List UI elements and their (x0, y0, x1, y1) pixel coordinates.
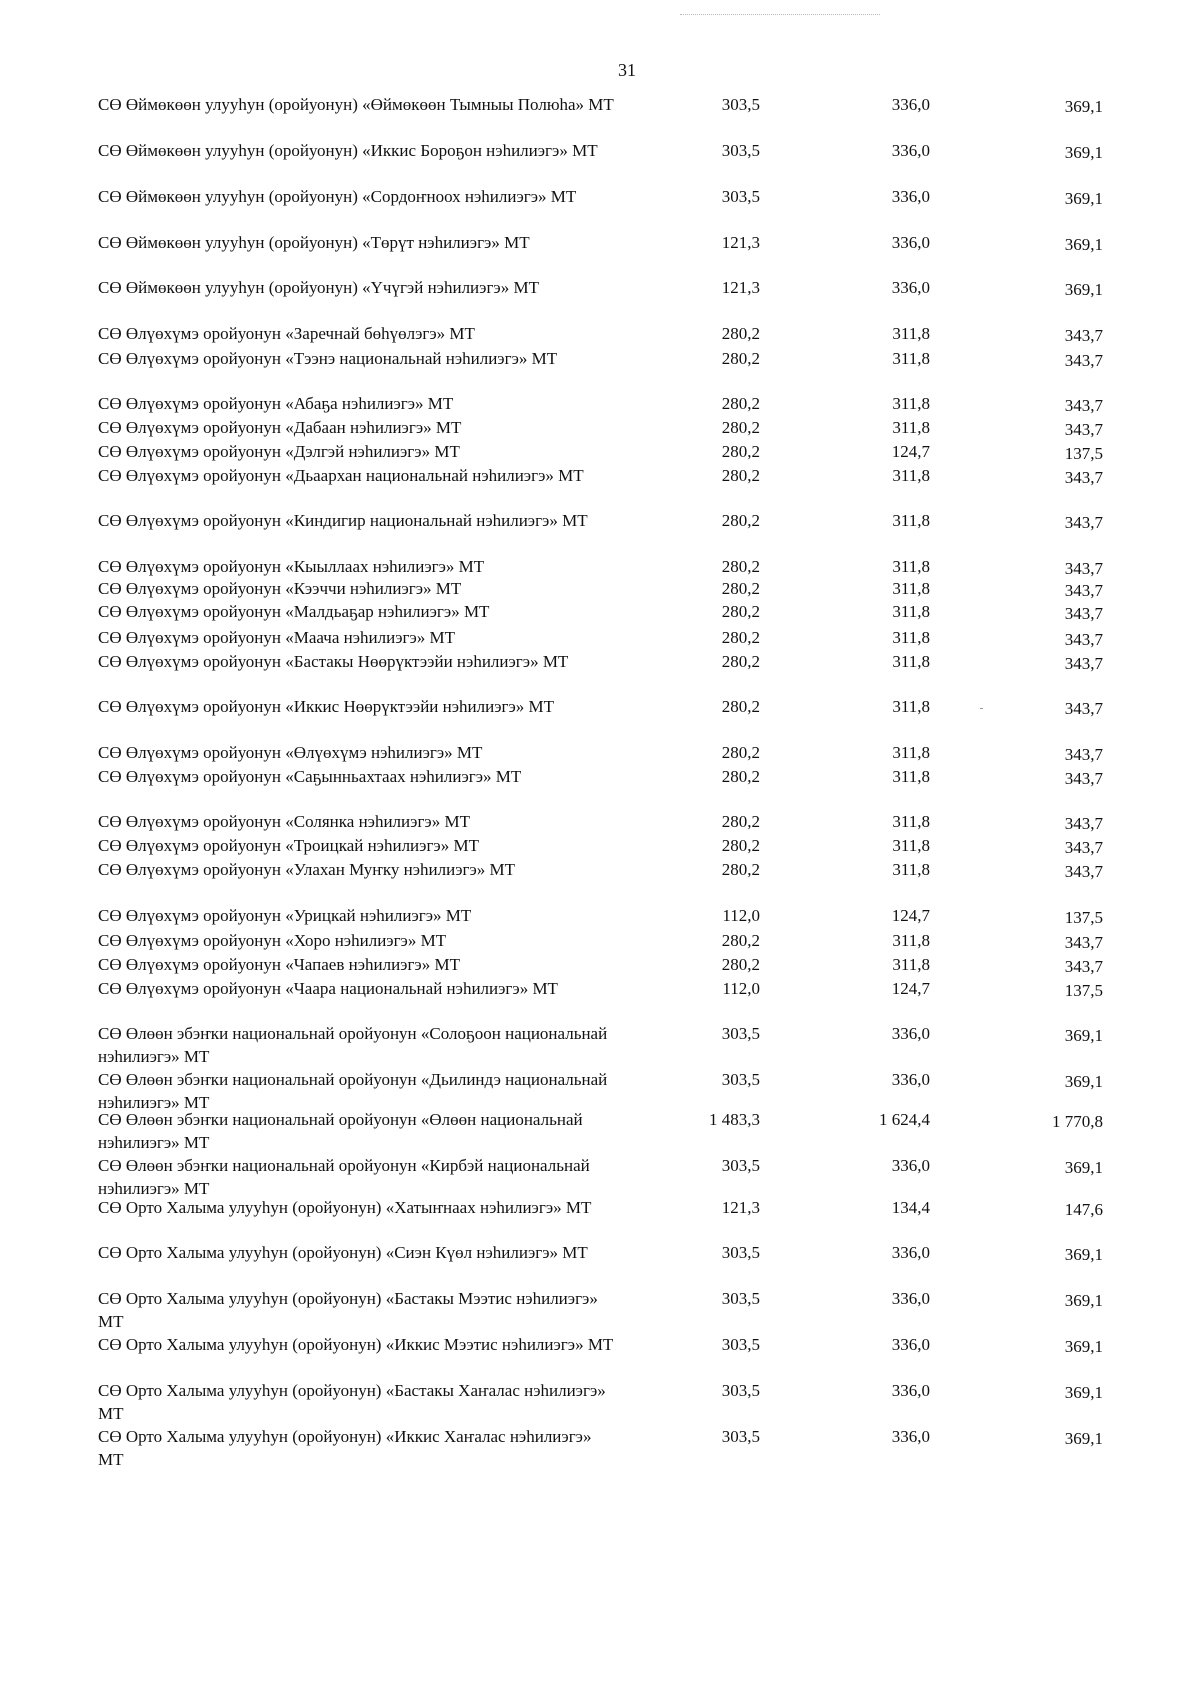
value-col-3: 369,1 (1064, 280, 1103, 299)
row-name: СӨ Өлөөн эбэҥки национальнай оройуонун «Кирбэй национальнай нэһилиэгэ» МТ (98, 1156, 590, 1198)
value-col-2: 311,8 (892, 931, 930, 950)
value-col-2: 336,0 (891, 95, 930, 114)
value-col-2: 311,8 (892, 602, 930, 621)
value-col-1: 280,2 (721, 349, 760, 368)
value-col-2: 311,8 (892, 652, 930, 671)
value-col-1: 303,5 (721, 141, 760, 160)
value-col-2: 311,8 (892, 579, 930, 598)
row-name: СӨ Өлүөхүмэ оройуонун «Улахан Муҥку нэһилиэгэ» МТ (98, 860, 516, 879)
value-col-1: 303,5 (721, 1427, 760, 1446)
value-col-3: 369,1 (1064, 1383, 1103, 1402)
row-name: СӨ Өлөөн эбэҥки национальнай оройуонун «Дьилиндэ национальнай нэһилиэгэ» МТ (98, 1070, 608, 1112)
value-col-2: 311,8 (892, 743, 930, 762)
value-col-3: 369,1 (1064, 189, 1103, 208)
row-name: СӨ Өймөкөөн улууһун (оройуонун) «Сордоҥноох нэһилиэгэ» МТ (98, 187, 577, 206)
value-col-3: 343,7 (1064, 654, 1103, 673)
value-col-1: 121,3 (721, 1198, 760, 1217)
value-col-1: 280,2 (721, 324, 760, 343)
value-col-3: 147,6 (1064, 1200, 1103, 1219)
value-col-2: 336,0 (891, 187, 930, 206)
row-name: СӨ Өлүөхүмэ оройуонун «Заречнай бөһүөлэгэ» МТ (98, 324, 475, 343)
value-col-3: 137,5 (1064, 444, 1103, 463)
value-col-2: 336,0 (891, 1381, 930, 1400)
value-col-3: 343,7 (1064, 604, 1103, 623)
value-col-1: 280,2 (721, 767, 760, 786)
scan-artifact (680, 14, 880, 23)
value-col-2: 311,8 (892, 697, 930, 716)
row-name: СӨ Өлүөхүмэ оройуонун «Дабаан нэһилиэгэ» МТ (98, 418, 462, 437)
value-col-1: 303,5 (721, 1156, 760, 1175)
row-name: СӨ Өлөөн эбэҥки национальнай оройуонун «Солоҕоон национальнай нэһилиэгэ» МТ (98, 1024, 608, 1066)
row-name: СӨ Өлүөхүмэ оройуонун «Киндигир национальнай нэһилиэгэ» МТ (98, 511, 588, 530)
row-name: СӨ Өймөкөөн улууһун (оройуонун) «Иккис Бороҕон нэһилиэгэ» МТ (98, 141, 598, 160)
value-col-1: 280,2 (721, 860, 760, 879)
row-name: СӨ Өймөкөөн улууһун (оройуонун) «Өймөкөөн Тымныы Полюһа» МТ (98, 95, 614, 114)
value-col-1: 121,3 (721, 278, 760, 297)
value-col-2: 311,8 (892, 628, 930, 647)
value-col-3: 343,7 (1064, 933, 1103, 952)
row-name: СӨ Өлүөхүмэ оройуонун «Дьаархан национальнай нэһилиэгэ» МТ (98, 466, 584, 485)
row-name: СӨ Өлүөхүмэ оройуонун «Абаҕа нэһилиэгэ» МТ (98, 394, 454, 413)
row-name: СӨ Өлүөхүмэ оройуонун «Бастакы Нөөрүктээйи нэһилиэгэ» МТ (98, 652, 569, 671)
value-col-2: 336,0 (891, 278, 930, 297)
value-col-1: 280,2 (721, 955, 760, 974)
value-col-1: 280,2 (721, 418, 760, 437)
row-name: СӨ Өлүөхүмэ оройуонун «Өлүөхүмэ нэһилиэгэ» МТ (98, 743, 483, 762)
value-col-1: 1 483,3 (709, 1110, 760, 1129)
value-col-3: 137,5 (1064, 981, 1103, 1000)
value-col-1: 280,2 (721, 836, 760, 855)
value-col-3: 343,7 (1064, 581, 1103, 600)
row-name: СӨ Өлүөхүмэ оройуонун «Урицкай нэһилиэгэ» МТ (98, 906, 472, 925)
value-col-3: 137,5 (1064, 908, 1103, 927)
value-col-2: 124,7 (891, 442, 930, 461)
value-col-2: 311,8 (892, 557, 930, 576)
row-name: СӨ Өлүөхүмэ оройуонун «Тээнэ национальнай нэһилиэгэ» МТ (98, 349, 558, 368)
value-col-3: 343,7 (1064, 699, 1103, 718)
value-col-2: 311,8 (892, 418, 930, 437)
value-col-3: 369,1 (1064, 235, 1103, 254)
value-col-2: 336,0 (891, 1335, 930, 1354)
value-col-2: 336,0 (891, 1070, 930, 1089)
value-col-3: 369,1 (1064, 1337, 1103, 1356)
row-name: СӨ Орто Халыма улууһун (оройуонун) «Иккис Мээтис нэһилиэгэ» МТ (98, 1335, 614, 1354)
value-col-1: 280,2 (721, 652, 760, 671)
value-col-3: 369,1 (1064, 1072, 1103, 1091)
value-col-2: 336,0 (891, 1427, 930, 1446)
value-col-2: 311,8 (892, 349, 930, 368)
value-col-1: 280,2 (721, 442, 760, 461)
value-col-3: 343,7 (1064, 630, 1103, 649)
value-col-2: 124,7 (891, 906, 930, 925)
row-name: СӨ Өймөкөөн улууһун (оройуонун) «Төрүт нэһилиэгэ» МТ (98, 233, 530, 252)
value-col-2: 336,0 (891, 1289, 930, 1308)
row-name: СӨ Өлөөн эбэҥки национальнай оройуонун «Өлөөн национальнай нэһилиэгэ» МТ (98, 1110, 583, 1152)
row-name: СӨ Өлүөхүмэ оройуонун «Чапаев нэһилиэгэ» МТ (98, 955, 460, 974)
value-col-2: 311,8 (892, 955, 930, 974)
value-col-2: 311,8 (892, 394, 930, 413)
value-col-3: 369,1 (1064, 1026, 1103, 1045)
row-name: СӨ Өлүөхүмэ оройуонун «Дэлгэй нэһилиэгэ» МТ (98, 442, 460, 461)
row-name: СӨ Өймөкөөн улууһун (оройуонун) «Үчүгэй нэһилиэгэ» МТ (98, 278, 539, 297)
value-col-1: 303,5 (721, 1381, 760, 1400)
value-col-1: 303,5 (721, 1289, 760, 1308)
value-col-2: 311,8 (892, 466, 930, 485)
row-name: СӨ Өлүөхүмэ оройуонун «Чаара национальнай нэһилиэгэ» МТ (98, 979, 558, 998)
value-col-1: 280,2 (721, 812, 760, 831)
row-name: СӨ Орто Халыма улууһун (оройуонун) «Хатыҥнаах нэһилиэгэ» МТ (98, 1198, 592, 1217)
row-name: СӨ Орто Халыма улууһун (оройуонун) «Бастакы Хаҥалас нэһилиэгэ» МТ (98, 1381, 606, 1423)
value-col-1: 112,0 (722, 979, 760, 998)
row-name: СӨ Өлүөхүмэ оройуонун «Троицкай нэһилиэгэ» МТ (98, 836, 479, 855)
value-col-3: 343,7 (1064, 559, 1103, 578)
value-col-3: 343,7 (1064, 396, 1103, 415)
value-col-2: 311,8 (892, 324, 930, 343)
row-name: СӨ Өлүөхүмэ оройуонун «Маача нэһилиэгэ» МТ (98, 628, 456, 647)
row-name: СӨ Өлүөхүмэ оройуонун «Кыыллаах нэһилиэгэ» МТ (98, 557, 485, 576)
value-col-1: 280,2 (721, 602, 760, 621)
value-col-3: 343,7 (1064, 957, 1103, 976)
value-col-3: 343,7 (1064, 513, 1103, 532)
value-col-2: 336,0 (891, 1243, 930, 1262)
value-col-2: 124,7 (891, 979, 930, 998)
value-col-3: 343,7 (1064, 814, 1103, 833)
value-col-2: 1 624,4 (879, 1110, 930, 1129)
value-col-2: 336,0 (891, 1156, 930, 1175)
value-col-3: 369,1 (1064, 1245, 1103, 1264)
value-col-1: 280,2 (721, 697, 760, 716)
value-col-2: 336,0 (891, 233, 930, 252)
value-col-2: 336,0 (891, 1024, 930, 1043)
row-name: СӨ Өлүөхүмэ оройуонун «Хоро нэһилиэгэ» МТ (98, 931, 447, 950)
value-col-3: 343,7 (1064, 326, 1103, 345)
value-col-2: 336,0 (891, 141, 930, 160)
value-col-3: 343,7 (1064, 351, 1103, 370)
value-col-2: 311,8 (892, 767, 930, 786)
value-col-3: 369,1 (1064, 97, 1103, 116)
value-col-1: 303,5 (721, 1070, 760, 1089)
row-name: СӨ Орто Халыма улууһун (оройуонун) «Иккис Хаҥалас нэһилиэгэ» МТ (98, 1427, 592, 1469)
value-col-3: 369,1 (1064, 1158, 1103, 1177)
value-col-1: 280,2 (721, 579, 760, 598)
value-col-1: 280,2 (721, 557, 760, 576)
value-col-3: 343,7 (1064, 745, 1103, 764)
value-col-1: 112,0 (722, 906, 760, 925)
value-col-2: 134,4 (891, 1198, 930, 1217)
row-name: СӨ Өлүөхүмэ оройуонун «Малдьаҕар нэһилиэгэ» МТ (98, 602, 490, 621)
value-col-2: 311,8 (892, 812, 930, 831)
row-name: СӨ Орто Халыма улууһун (оройуонун) «Сиэн Күөл нэһилиэгэ» МТ (98, 1243, 588, 1262)
value-col-3: 343,7 (1064, 420, 1103, 439)
value-col-3: 343,7 (1064, 468, 1103, 487)
value-col-1: 303,5 (721, 1335, 760, 1354)
value-col-1: 303,5 (721, 95, 760, 114)
row-name: СӨ Орто Халыма улууһун (оройуонун) «Бастакы Мээтис нэһилиэгэ» МТ (98, 1289, 598, 1331)
value-col-3: 343,7 (1064, 838, 1103, 857)
row-name: СӨ Өлүөхүмэ оройуонун «Саҕынньахтаах нэһилиэгэ» МТ (98, 767, 522, 786)
value-col-3: 369,1 (1064, 1429, 1103, 1448)
value-col-3: 369,1 (1064, 1291, 1103, 1310)
value-col-1: 280,2 (721, 628, 760, 647)
value-col-1: 280,2 (721, 466, 760, 485)
value-col-1: 280,2 (721, 931, 760, 950)
value-col-3: 369,1 (1064, 143, 1103, 162)
value-col-2: 311,8 (892, 836, 930, 855)
row-name: СӨ Өлүөхүмэ оройуонун «Иккис Нөөрүктээйи нэһилиэгэ» МТ (98, 697, 555, 716)
value-col-2: 311,8 (892, 511, 930, 530)
value-col-1: 280,2 (721, 511, 760, 530)
row-name: СӨ Өлүөхүмэ оройуонун «Солянка нэһилиэгэ» МТ (98, 812, 470, 831)
value-col-1: 303,5 (721, 1243, 760, 1262)
value-col-1: 303,5 (721, 1024, 760, 1043)
page-number: 31 (618, 60, 636, 80)
value-col-1: 280,2 (721, 743, 760, 762)
value-col-1: 303,5 (721, 187, 760, 206)
row-name: СӨ Өлүөхүмэ оройуонун «Кээччи нэһилиэгэ» МТ (98, 579, 462, 598)
value-col-3: 343,7 (1064, 862, 1103, 881)
value-col-3: 1 770,8 (1052, 1112, 1103, 1131)
value-col-1: 280,2 (721, 394, 760, 413)
value-col-1: 121,3 (721, 233, 760, 252)
value-col-2: 311,8 (892, 860, 930, 879)
value-col-3: 343,7 (1064, 769, 1103, 788)
